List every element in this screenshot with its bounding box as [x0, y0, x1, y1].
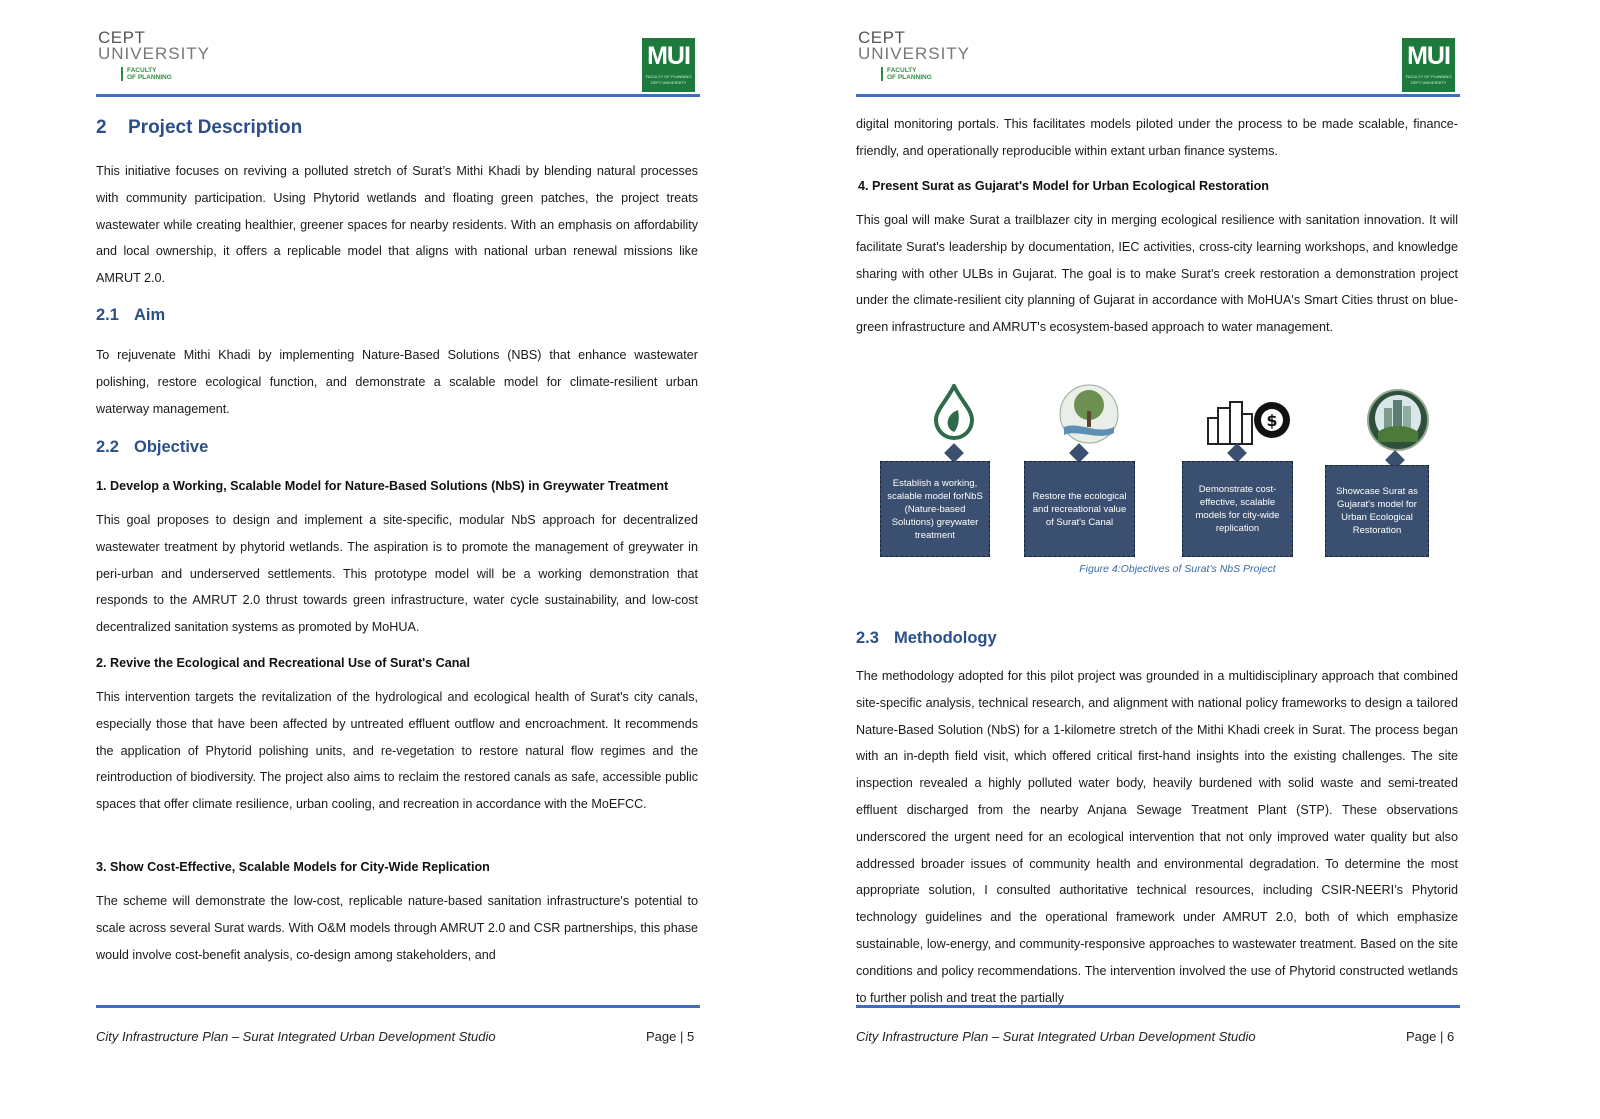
cept-logo-line1: CEPT — [98, 28, 146, 47]
tree-river-icon — [1058, 383, 1120, 445]
cept-university-logo: CEPT UNIVERSITY FACULTY OF PLANNING — [858, 28, 971, 81]
section-heading-project-description: 2 Project Description — [96, 117, 303, 138]
objective-heading: 2.2 Objective — [96, 438, 209, 456]
mui-logo: MUI FACULTY OF PLANNING CEPT UNIVERSITY — [642, 38, 695, 92]
figure-caption: Figure 4:Objectives of Surat’s NbS Project — [1079, 563, 1276, 575]
objective-box-3: Demonstrate cost-effective, scalable models for city-wide replication — [1182, 461, 1293, 557]
aim-heading: 2.1 Aim — [96, 306, 166, 324]
page-6 — [800, 0, 1600, 1119]
cept-logo-line2: UNIVERSITY — [98, 44, 211, 63]
objective-box-1: Establish a working, scalable model forNbS (Nature-based Solutions) greywater treatment — [880, 461, 990, 557]
cept-faculty-label: FACULTY OF PLANNING — [881, 67, 932, 81]
page-number: Page | 6 — [1406, 1029, 1455, 1044]
footer-rule — [96, 1005, 700, 1008]
city-dollar-gear-icon — [1206, 398, 1296, 446]
header-rule — [856, 94, 1460, 97]
footer-title: City Infrastructure Plan – Surat Integrated Urban Development Studio — [856, 1029, 1256, 1044]
objective-1-title: 1. Develop a Working, Scalable Model for Nature-Based Solutions (NbS) in Greywater Treatment — [96, 479, 669, 493]
mui-logo: MUI FACULTY OF PLANNING CEPT UNIVERSITY — [1402, 38, 1455, 92]
objective-box-2: Restore the ecological and recreational value of Surat's Canal — [1024, 461, 1135, 557]
methodology-paragraph: The methodology adopted for this pilot project was grounded in a multidisciplinary approach that combined site-specific analysis, technical research, and alignment with national policy frameworks to design a tailored Nature-Based Solution (NbS) for a 1-kilometre stretch of the Mithi Khadi creek in Surat. The process began with an in-depth field visit, which offered critical first-hand insights into the existing challenges. The site inspection revealed a highly polluted water body, heavily burdened with solid waste and semi-treated effluent discharged from the nearby Anjana Sewage Treatment Plant (STP). These observations underscored the urgent need for an ecological intervention that not only improved water quality but also addressed broader issues of community health and environmental degradation. To determine the most appropriate solution, I consulted authoritative technical resources, including CSIR-NEERI’s Phytorid technology guidelines and the operational framework under AMRUT 2.0, both of which emphasize sustainable, low-energy, and community-responsive approaches to wastewater treatment. Based on the site conditions and policy recommendations. The intervention involved the use of Phytorid constructed wetlands to further polish and treat the partially — [856, 669, 1458, 1005]
objective-4-paragraph: This goal will make Surat a trailblazer city in merging ecological resilience with sanitation innovation. It will facilitate Surat's leadership by documentation, IEC activities, cross-city learning workshops, and knowledge sharing with other ULBs in Gujarat. The goal is to make Surat's creek restoration a demonstration project under the climate-resilient city planning of Gujarat in accordance with MoHUA's Smart Cities thrust on blue-green infrastructure and AMRUT's ecosystem-based approach to water management. — [856, 213, 1458, 335]
objective-box-4: Showcase Surat as Gujarat's model for Urban Ecological Restoration — [1325, 465, 1429, 557]
page-number: Page | 5 — [646, 1029, 695, 1044]
objective-2-paragraph: This intervention targets the revitalization of the hydrological and ecological health of Surat's city canals, especially those that have been affected by untreated effluent outflow and encroachment. It recommends the application of Phytorid polishing units, and re-vegetation to restore natural flow regimes and the reintroduction of biodiversity. The project also aims to reclaim the restored canals as safe, accessible public spaces that offer climate resilience, urban cooling, and recreation in accordance with the MoEFCC. — [96, 690, 698, 812]
cept-faculty-label: FACULTY OF PLANNING — [121, 67, 172, 81]
intro-paragraph: This initiative focuses on reviving a polluted stretch of Surat’s Mithi Khadi by blending natural processes with community participation. Using Phytorid wetlands and floating green patches, the project treats wastewater while creating healthier, greener spaces for nearby residents. With an emphasis on affordability and local ownership, it offers a replicable model that aligns with national urban renewal missions like AMRUT 2.0. — [96, 164, 698, 286]
objective-4-title: 4. Present Surat as Gujarat's Model for Urban Ecological Restoration — [858, 179, 1269, 193]
footer-rule — [856, 1005, 1460, 1008]
section-title: Project Description — [128, 117, 303, 138]
objective-2-title: 2. Revive the Ecological and Recreational Use of Surat's Canal — [96, 656, 470, 670]
aim-paragraph: To rejuvenate Mithi Khadi by implementing Nature-Based Solutions (NBS) that enhance wastewater polishing, restore ecological function, and demonstrate a scalable model for climate-resilient urban waterway management. — [96, 348, 698, 416]
methodology-heading: 2.3 Methodology — [856, 629, 997, 647]
svg-text:$: $ — [1266, 411, 1278, 430]
cept-university-logo — [98, 28, 211, 86]
continued-paragraph: digital monitoring portals. This facilitates models piloted under the process to be made scalable, finance-friendly, and operationally reproducible within extant urban finance systems. — [856, 117, 1458, 158]
objective-1-paragraph: This goal proposes to design and implement a site-specific, modular NbS approach for decentralized wastewater treatment by phytorid wetlands. The aspiration is to promote the management of greywater in peri-urban and underserved settlements. This prototype model will be a working demonstration that responds to the AMRUT 2.0 thrust towards green infrastructure, water cycle sustainability, and low-cost decentralized sanitation systems as promoted by MoHUA. — [96, 513, 698, 635]
water-drop-leaf-icon — [932, 384, 976, 440]
header-rule — [96, 94, 700, 97]
objective-3-title: 3. Show Cost-Effective, Scalable Models for City-Wide Replication — [96, 860, 490, 874]
objective-3-paragraph: The scheme will demonstrate the low-cost, replicable nature-based sanitation infrastructure's potential to scale across several Surat wards. With O&M models through AMRUT 2.0 and CSR partnerships, this phase would involve cost-benefit analysis, co-design among stakeholders, and — [96, 894, 698, 962]
green-city-globe-icon — [1366, 388, 1430, 452]
footer-title: City Infrastructure Plan – Surat Integrated Urban Development Studio — [96, 1029, 496, 1044]
